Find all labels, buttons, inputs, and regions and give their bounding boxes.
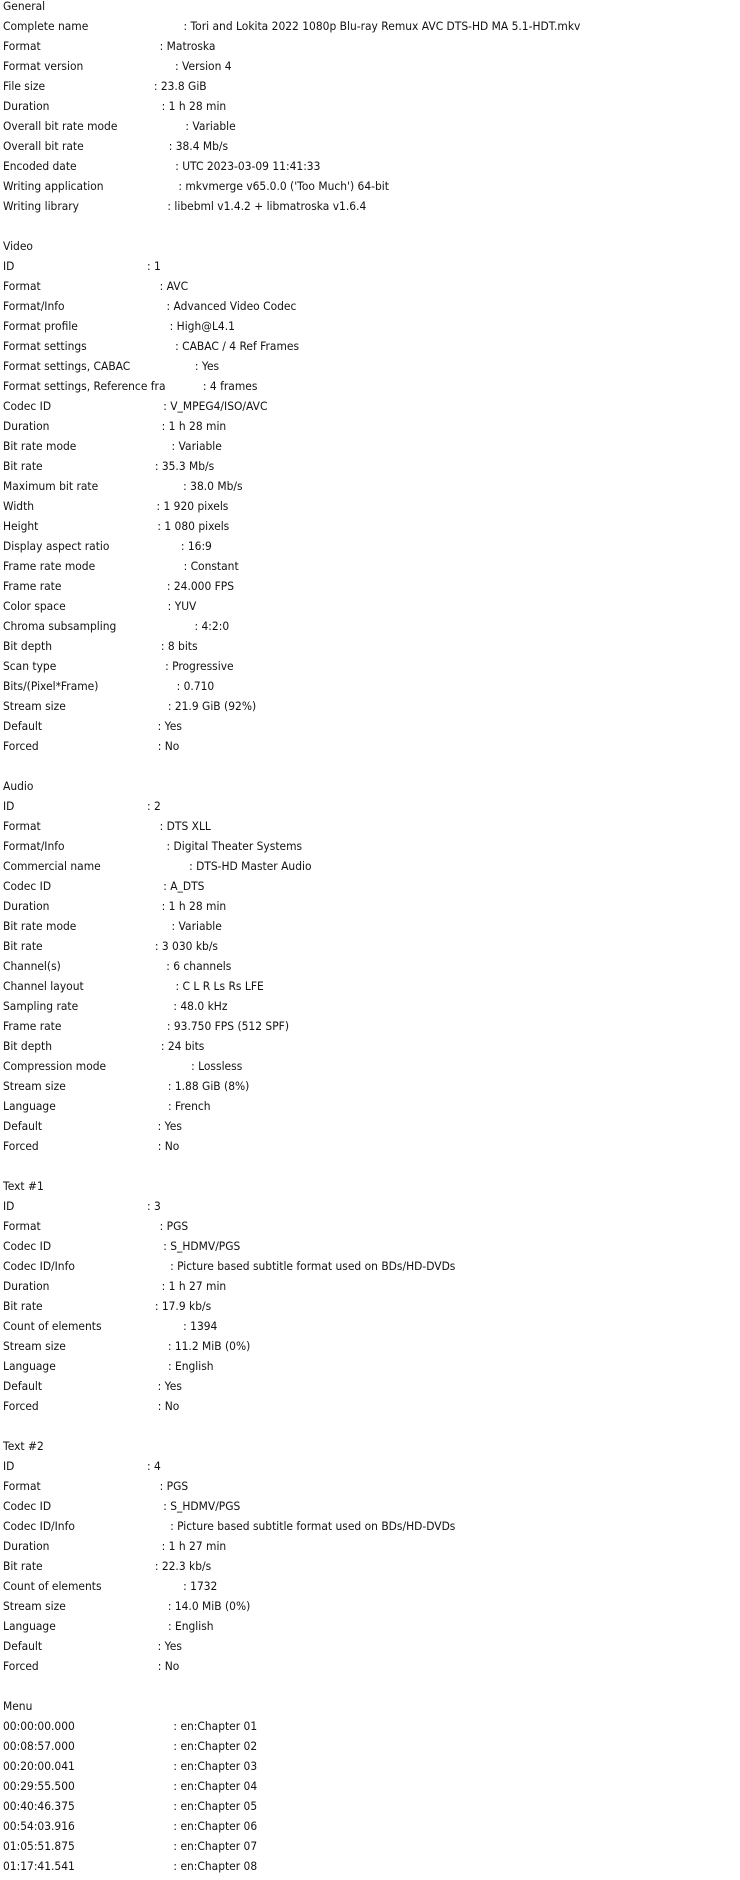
info-line: Codec ID : A_DTS bbox=[3, 880, 205, 893]
info-line: Codec ID : S_HDMV/PGS bbox=[3, 1500, 241, 1513]
info-line: Language : English bbox=[3, 1620, 214, 1633]
info-line: Channel(s) : 6 channels bbox=[3, 960, 232, 973]
info-line: Format : PGS bbox=[3, 1220, 189, 1233]
info-line: Default : Yes bbox=[3, 1640, 182, 1653]
info-line: Codec ID/Info : Picture based subtitle format used on BDs/HD-DVDs bbox=[3, 1520, 456, 1533]
blank-line bbox=[3, 760, 738, 780]
info-line: Default : Yes bbox=[3, 1120, 182, 1133]
info-line: Bit depth : 24 bits bbox=[3, 1040, 205, 1053]
info-line: 00:08:57.000 : en:Chapter 02 bbox=[3, 1740, 258, 1753]
info-line: Bits/(Pixel*Frame) : 0.710 bbox=[3, 680, 215, 693]
info-line: Default : Yes bbox=[3, 1380, 182, 1393]
info-line: Format : Matroska bbox=[3, 40, 216, 53]
info-line: Frame rate : 24.000 FPS bbox=[3, 580, 235, 593]
info-line: 01:05:51.875 : en:Chapter 07 bbox=[3, 1840, 258, 1853]
info-line: Complete name : Tori and Lokita 2022 1080p Blu-ray Remux AVC DTS-HD MA 5.1-HDT.mkv bbox=[3, 20, 581, 33]
info-line: Compression mode : Lossless bbox=[3, 1060, 243, 1073]
info-line: 00:40:46.375 : en:Chapter 05 bbox=[3, 1800, 258, 1813]
info-line: ID : 4 bbox=[3, 1460, 161, 1473]
info-line: Format version : Version 4 bbox=[3, 60, 232, 73]
info-line: Format settings, Reference fra : 4 frames bbox=[3, 380, 258, 393]
info-line: Bit rate mode : Variable bbox=[3, 440, 222, 453]
mediainfo-text bbox=[3, 0, 738, 1880]
info-line: Count of elements : 1732 bbox=[3, 1580, 218, 1593]
info-line: Bit rate : 35.3 Mb/s bbox=[3, 460, 215, 473]
info-line: Format : PGS bbox=[3, 1480, 189, 1493]
info-line: Codec ID : V_MPEG4/ISO/AVC bbox=[3, 400, 268, 413]
info-line: Format settings, CABAC : Yes bbox=[3, 360, 220, 373]
info-line: Format : DTS XLL bbox=[3, 820, 211, 833]
blank-line bbox=[3, 1160, 738, 1180]
info-line: Bit depth : 8 bits bbox=[3, 640, 198, 653]
info-line: Overall bit rate : 38.4 Mb/s bbox=[3, 140, 229, 153]
info-line: Scan type : Progressive bbox=[3, 660, 234, 673]
info-line: Format : AVC bbox=[3, 280, 189, 293]
blank-line bbox=[3, 1680, 738, 1700]
info-line: Forced : No bbox=[3, 1140, 180, 1153]
section-heading: Text #1 bbox=[3, 1179, 44, 1193]
info-line: Codec ID/Info : Picture based subtitle format used on BDs/HD-DVDs bbox=[3, 1260, 456, 1273]
info-line: Duration : 1 h 28 min bbox=[3, 420, 227, 433]
info-line: Format settings : CABAC / 4 Ref Frames bbox=[3, 340, 300, 353]
section-heading: Video bbox=[3, 239, 33, 253]
info-line: Color space : YUV bbox=[3, 600, 197, 613]
info-line: Stream size : 21.9 GiB (92%) bbox=[3, 700, 257, 713]
info-line: ID : 2 bbox=[3, 800, 161, 813]
info-line: Writing application : mkvmerge v65.0.0 ('Too Much') 64-bit bbox=[3, 180, 389, 193]
info-line: Format/Info : Advanced Video Codec bbox=[3, 300, 297, 313]
info-line: Frame rate : 93.750 FPS (512 SPF) bbox=[3, 1020, 290, 1033]
info-line: Channel layout : C L R Ls Rs LFE bbox=[3, 980, 264, 993]
section-heading: Menu bbox=[3, 1699, 33, 1713]
info-line: Codec ID : S_HDMV/PGS bbox=[3, 1240, 241, 1253]
info-line: Forced : No bbox=[3, 1400, 180, 1413]
info-line: Frame rate mode : Constant bbox=[3, 560, 239, 573]
info-line: 00:00:00.000 : en:Chapter 01 bbox=[3, 1720, 258, 1733]
info-line: Bit rate : 17.9 kb/s bbox=[3, 1300, 212, 1313]
info-line: Chroma subsampling : 4:2:0 bbox=[3, 620, 230, 633]
info-line: Commercial name : DTS-HD Master Audio bbox=[3, 860, 312, 873]
section-heading: Text #2 bbox=[3, 1439, 44, 1453]
info-line: Bit rate : 22.3 kb/s bbox=[3, 1560, 212, 1573]
blank-line bbox=[3, 1420, 738, 1440]
info-line: Height : 1 080 pixels bbox=[3, 520, 230, 533]
info-line: Duration : 1 h 28 min bbox=[3, 100, 227, 113]
info-line: File size : 23.8 GiB bbox=[3, 80, 207, 93]
info-line: Sampling rate : 48.0 kHz bbox=[3, 1000, 228, 1013]
blank-line bbox=[3, 220, 738, 240]
info-line: Count of elements : 1394 bbox=[3, 1320, 218, 1333]
section-heading: Audio bbox=[3, 779, 34, 793]
info-line: Stream size : 11.2 MiB (0%) bbox=[3, 1340, 251, 1353]
info-line: Forced : No bbox=[3, 740, 180, 753]
info-line: Language : English bbox=[3, 1360, 214, 1373]
info-line: Bit rate : 3 030 kb/s bbox=[3, 940, 219, 953]
info-line: Width : 1 920 pixels bbox=[3, 500, 229, 513]
info-line: Overall bit rate mode : Variable bbox=[3, 120, 236, 133]
info-line: Default : Yes bbox=[3, 720, 182, 733]
info-line: Stream size : 14.0 MiB (0%) bbox=[3, 1600, 251, 1613]
info-line: ID : 1 bbox=[3, 260, 161, 273]
section-heading: General bbox=[3, 0, 46, 13]
info-line: Duration : 1 h 27 min bbox=[3, 1280, 227, 1293]
info-line: 00:29:55.500 : en:Chapter 04 bbox=[3, 1780, 258, 1793]
info-line: 00:54:03.916 : en:Chapter 06 bbox=[3, 1820, 258, 1833]
info-line: Forced : No bbox=[3, 1660, 180, 1673]
info-line: Bit rate mode : Variable bbox=[3, 920, 222, 933]
info-line: Language : French bbox=[3, 1100, 211, 1113]
info-line: 01:17:41.541 : en:Chapter 08 bbox=[3, 1860, 258, 1873]
info-line: Maximum bit rate : 38.0 Mb/s bbox=[3, 480, 243, 493]
info-line: Duration : 1 h 27 min bbox=[3, 1540, 227, 1553]
info-line: Format/Info : Digital Theater Systems bbox=[3, 840, 303, 853]
info-line: Display aspect ratio : 16:9 bbox=[3, 540, 212, 553]
info-line: Writing library : libebml v1.4.2 + libmatroska v1.6.4 bbox=[3, 200, 367, 213]
info-line: 00:20:00.041 : en:Chapter 03 bbox=[3, 1760, 258, 1773]
info-line: Stream size : 1.88 GiB (8%) bbox=[3, 1080, 250, 1093]
info-line: ID : 3 bbox=[3, 1200, 161, 1213]
info-line: Duration : 1 h 28 min bbox=[3, 900, 227, 913]
info-line: Format profile : High@L4.1 bbox=[3, 320, 235, 333]
info-line: Encoded date : UTC 2023-03-09 11:41:33 bbox=[3, 160, 321, 173]
